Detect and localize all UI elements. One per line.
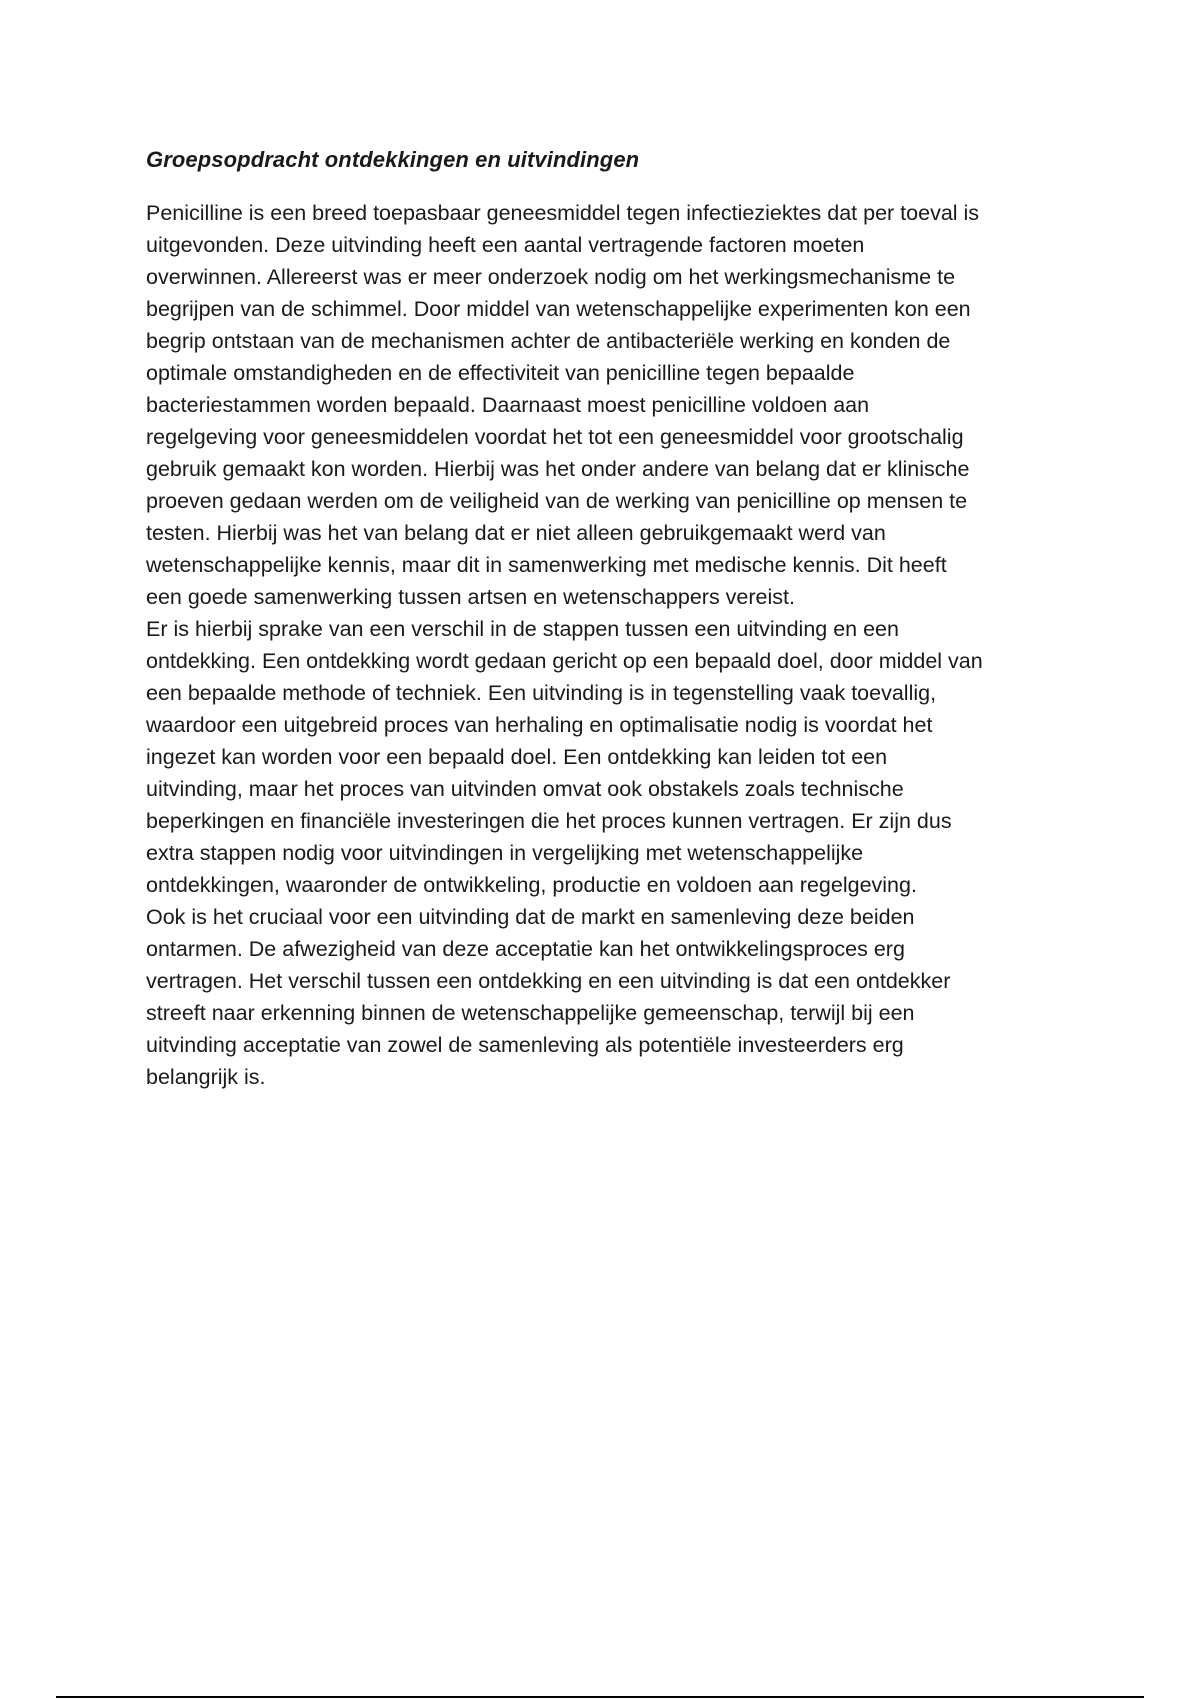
text-line: uitvinding acceptatie van zowel de samenleving als potentiële investeerders erg: [146, 1033, 904, 1057]
text-line: testen. Hierbij was het van belang dat er niet alleen gebruikgemaakt werd van: [146, 521, 886, 545]
text-line: een bepaalde methode of techniek. Een uitvinding is in tegenstelling vaak toevallig,: [146, 681, 937, 705]
page-bottom-rule: [56, 1696, 1144, 1698]
text-line: begrip ontstaan van de mechanismen achter de antibacteriële werking en konden de: [146, 329, 951, 353]
document-title: Groepsopdracht ontdekkingen en uitvindingen: [146, 147, 640, 172]
text-line: gebruik gemaakt kon worden. Hierbij was het onder andere van belang dat er klinische: [146, 457, 970, 481]
document-body: [146, 147, 1092, 1093]
text-line: waardoor een uitgebreid proces van herhaling en optimalisatie nodig is voordat het: [146, 713, 933, 737]
text-line: ontdekkingen, waaronder de ontwikkeling, productie en voldoen aan regelgeving.: [146, 873, 917, 897]
text-line: uitvinding, maar het proces van uitvinden omvat ook obstakels zoals technische: [146, 777, 904, 801]
text-line: overwinnen. Allereerst was er meer onderzoek nodig om het werkingsmechanisme te: [146, 265, 956, 289]
text-line: proeven gedaan werden om de veiligheid van de werking van penicilline op mensen te: [146, 489, 968, 513]
text-line: begrijpen van de schimmel. Door middel van wetenschappelijke experimenten kon een: [146, 297, 971, 321]
text-line: Penicilline is een breed toepasbaar geneesmiddel tegen infectieziektes dat per toeval is: [146, 201, 980, 225]
text-line: bacteriestammen worden bepaald. Daarnaast moest penicilline voldoen aan: [146, 393, 870, 417]
text-line: een goede samenwerking tussen artsen en wetenschappers vereist.: [146, 585, 795, 609]
text-line: regelgeving voor geneesmiddelen voordat het tot een geneesmiddel voor grootschalig: [146, 425, 964, 449]
text-line: ontdekking. Een ontdekking wordt gedaan gericht op een bepaald doel, door middel van: [146, 649, 983, 673]
text-line: ingezet kan worden voor een bepaald doel. Een ontdekking kan leiden tot een: [146, 745, 888, 769]
text-line: belangrijk is.: [146, 1065, 266, 1089]
text-line: extra stappen nodig voor uitvindingen in vergelijking met wetenschappelijke: [146, 841, 864, 865]
text-line: vertragen. Het verschil tussen een ontdekking en een uitvinding is dat een ontdekker: [146, 969, 951, 993]
text-line: Ook is het cruciaal voor een uitvinding dat de markt en samenleving deze beiden: [146, 905, 915, 929]
text-line: uitgevonden. Deze uitvinding heeft een aantal vertragende factoren moeten: [146, 233, 865, 257]
text-line: wetenschappelijke kennis, maar dit in samenwerking met medische kennis. Dit heeft: [146, 553, 947, 577]
document-text: [146, 197, 1092, 1093]
text-line: beperkingen en financiële investeringen die het proces kunnen vertragen. Er zijn dus: [146, 809, 952, 833]
text-line: streeft naar erkenning binnen de wetenschappelijke gemeenschap, terwijl bij een: [146, 1001, 915, 1025]
text-line: Er is hierbij sprake van een verschil in de stappen tussen een uitvinding en een: [146, 617, 899, 641]
text-line: ontarmen. De afwezigheid van deze acceptatie kan het ontwikkelingsproces erg: [146, 937, 905, 961]
text-line: optimale omstandigheden en de effectiviteit van penicilline tegen bepaalde: [146, 361, 855, 385]
